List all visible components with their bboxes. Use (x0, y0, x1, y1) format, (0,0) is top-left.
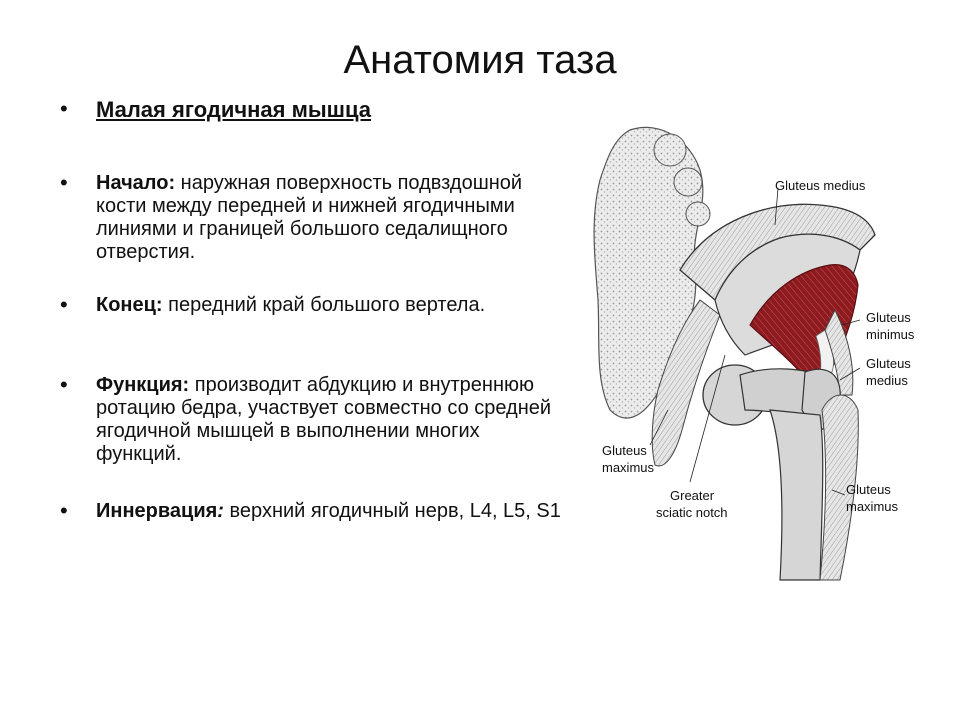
hip-anatomy-illustration (570, 110, 950, 590)
slide-title: Анатомия таза (343, 38, 617, 82)
function-label: Функция: (96, 374, 190, 396)
origin-text: наружная поверхность подвздошной кости между передней и нижней ягодичными линиями и границей большого седалищного отверстия. (96, 172, 523, 263)
innervation-text: верхний ягодичный нерв, L4, L5, S1 (223, 500, 561, 522)
origin-label: Начало: (96, 172, 176, 194)
vertebra-shape (686, 202, 710, 226)
label-gluteus-minimus-1: Gluteus (866, 310, 911, 325)
bullet-icon: • (60, 498, 68, 523)
innervation-colon: : (217, 500, 224, 522)
bullet-icon: • (60, 372, 68, 397)
bullet-icon: • (60, 96, 68, 121)
label-gluteus-medius-mid-2: medius (866, 373, 908, 388)
label-greater-sciatic-2: sciatic notch (656, 505, 728, 520)
label-gluteus-maximus-left-1: Gluteus (602, 443, 647, 458)
femur-shaft-shape (770, 410, 823, 580)
label-gluteus-medius-mid-1: Gluteus (866, 356, 911, 371)
label-gluteus-maximus-right-1: Gluteus (846, 482, 891, 497)
bullet-icon: • (60, 292, 68, 317)
vertebra-shape (674, 168, 702, 196)
label-gluteus-maximus-right-2: maximus (846, 499, 899, 514)
bullet-icon: • (60, 170, 68, 195)
innervation-label: Иннервация (96, 500, 218, 522)
hip-anatomy-drawing (570, 110, 950, 590)
label-greater-sciatic-1: Greater (670, 488, 715, 503)
function-text: производит абдукцию и внутреннюю ротацию бедра, участвует совместно со средней ягодичной мышцей в выполнении многих функций. (96, 374, 552, 465)
vertebra-shape (654, 134, 686, 166)
section-heading: Малая ягодичная мышца (96, 97, 372, 122)
label-gluteus-minimus-2: minimus (866, 327, 915, 342)
insertion-text: передний край большого вертела. (162, 294, 486, 316)
label-gluteus-medius-top: Gluteus medius (775, 178, 866, 193)
insertion-label: Конец: (96, 294, 163, 316)
label-gluteus-maximus-left-2: maximus (602, 460, 655, 475)
